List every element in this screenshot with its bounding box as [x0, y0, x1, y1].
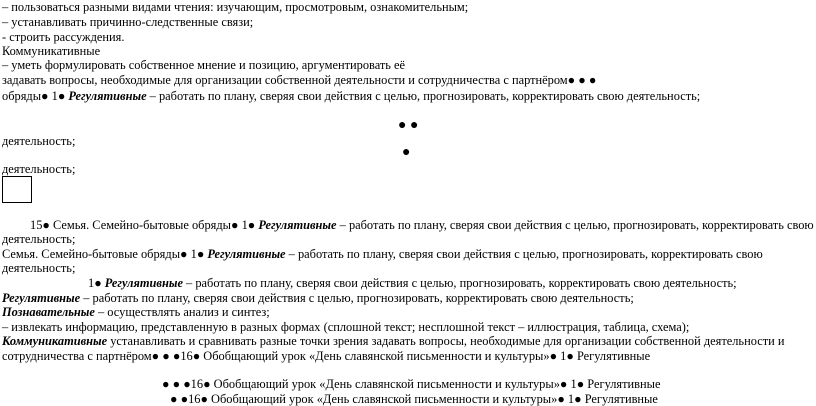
bullet-mark: ●	[170, 392, 178, 406]
text-line	[2, 247, 763, 261]
text-line: деятельность;	[2, 134, 76, 148]
text-run: задавать вопросы, необходимые для организации собственной деятельности и сотрудничества с партнёром	[2, 73, 568, 87]
number: 16	[180, 349, 193, 363]
text-line	[162, 377, 660, 391]
text-line: деятельность;	[2, 261, 76, 275]
label-cognitive: Познавательные	[2, 305, 95, 319]
bullet-mark: ●	[231, 218, 239, 232]
bullet-mark: ●	[42, 218, 50, 232]
label-communicative: Коммуникативные	[2, 334, 108, 348]
text-line	[2, 349, 650, 363]
number: 1	[241, 218, 248, 232]
empty-box	[2, 176, 32, 203]
text-line	[88, 276, 737, 290]
bullet-mark: ●	[247, 218, 256, 232]
text-run: Обобщающий урок «День славянской письменности и культуры»	[207, 392, 558, 406]
label-regulatory: Регулятивные	[258, 218, 337, 232]
text-run: – работать по плану, сверяя свои действия с целью, прогнозировать, корректировать свою деятельность;	[80, 291, 634, 305]
bullet-mark: ●	[588, 73, 597, 87]
bullet-mark: ●	[192, 349, 201, 363]
label-regulatory: Регулятивные	[2, 291, 81, 305]
text-line: – уметь формулировать собственное мнение и позицию, аргументировать её	[2, 58, 406, 72]
text-run: Регулятивные	[573, 349, 651, 363]
bullet-mark: ●	[94, 276, 102, 290]
text-run: Семья. Семейно-бытовые обряды	[49, 218, 231, 232]
bullet-mark: ●	[566, 349, 574, 363]
bullet-mark: ●	[180, 392, 189, 406]
text-run: Регулятивные	[581, 392, 658, 406]
heading-communicative: Коммуникативные	[2, 44, 101, 58]
bullet-mark: ●	[180, 247, 188, 261]
text-run: – работать по плану, сверяя свои действия с целью, прогнозировать, корректировать свою	[336, 218, 814, 232]
text-run: Регулятивные	[584, 377, 661, 391]
text-line	[2, 305, 270, 319]
bullet-mark: ●	[162, 349, 170, 363]
text-line	[2, 291, 634, 305]
number: 16	[188, 392, 201, 406]
bullet-mark: ●	[162, 377, 170, 391]
text-line	[2, 89, 700, 103]
bullet-mark: ●	[151, 349, 160, 363]
number: 15	[30, 218, 43, 232]
number: 1	[567, 392, 575, 406]
bullet-mark: ●	[567, 73, 576, 87]
bullet-mark: ●	[549, 349, 558, 363]
text-line	[30, 218, 814, 232]
label-regulatory: Регулятивные	[207, 247, 286, 261]
bullet-mark: ●	[172, 349, 181, 363]
text-run: Обобщающий урок «День славянской письменности и культуры»	[200, 349, 550, 363]
number: 1	[560, 349, 567, 363]
bullet-mark: ●	[574, 392, 582, 406]
label-regulatory: Регулятивные	[68, 89, 147, 103]
text-run: – работать по плану, сверяя свои действия с целью, прогнозировать, корректировать свою деятельность;	[182, 276, 737, 290]
text-run: устанавливать и сравнивать разные точки зрения задавать вопросы, необходимые для организации собственной деятельности и	[107, 334, 785, 348]
bullet-mark: ●	[557, 392, 565, 406]
text-run: – работать по плану, сверяя свои действия с целью, прогнозировать, корректировать свою	[285, 247, 763, 261]
text-line	[170, 392, 658, 406]
bullet-mark: ●	[41, 89, 49, 103]
bullet-mark: ●	[196, 247, 205, 261]
text-line	[2, 334, 784, 348]
number: 1	[51, 89, 58, 103]
bullet-mark: ●	[183, 377, 191, 391]
text-line: – устанавливать причинно-следственные связи;	[2, 15, 254, 29]
text-line	[2, 73, 596, 87]
bullet-mark: ●	[200, 392, 208, 406]
number: 1	[570, 377, 577, 391]
number: 1	[190, 247, 197, 261]
bullet-mark: ●	[57, 89, 66, 103]
text-line: деятельность;	[2, 232, 76, 246]
text-line: - строить рассуждения.	[2, 30, 125, 44]
label-regulatory: Регулятивные	[104, 276, 183, 290]
number: 1	[88, 276, 95, 290]
text-run: обряды	[2, 89, 42, 103]
text-line: – пользоваться разными видами чтения: изучающим, просмотровым, ознакомительным;	[2, 0, 469, 14]
bullet-mark: ● ●	[398, 118, 419, 133]
bullet-mark: ●	[559, 377, 568, 391]
text-run: Семья. Семейно-бытовые обряды	[2, 247, 181, 261]
text-line: – извлекать информацию, представленную в разных формах (сплошной текст; несплошной текст – иллюстрация, таблица, схема);	[2, 320, 690, 334]
bullet-mark: ●	[402, 145, 411, 160]
number: 16	[190, 377, 204, 391]
text-run: – работать по плану, сверяя свои действия с целью, прогнозировать, корректировать свою деятельность;	[146, 89, 701, 103]
text-run: сотрудничества с партнёром	[2, 349, 152, 363]
text-run: – осуществлять анализ и синтез;	[94, 305, 270, 319]
bullet-mark: ●	[576, 377, 585, 391]
text-run: Обобщающий урок «День славянской письменности и культуры»	[210, 377, 560, 391]
text-line: деятельность;	[2, 162, 76, 176]
bullet-mark: ●	[203, 377, 211, 391]
bullet-mark: ●	[578, 73, 586, 87]
bullet-mark: ●	[172, 377, 181, 391]
